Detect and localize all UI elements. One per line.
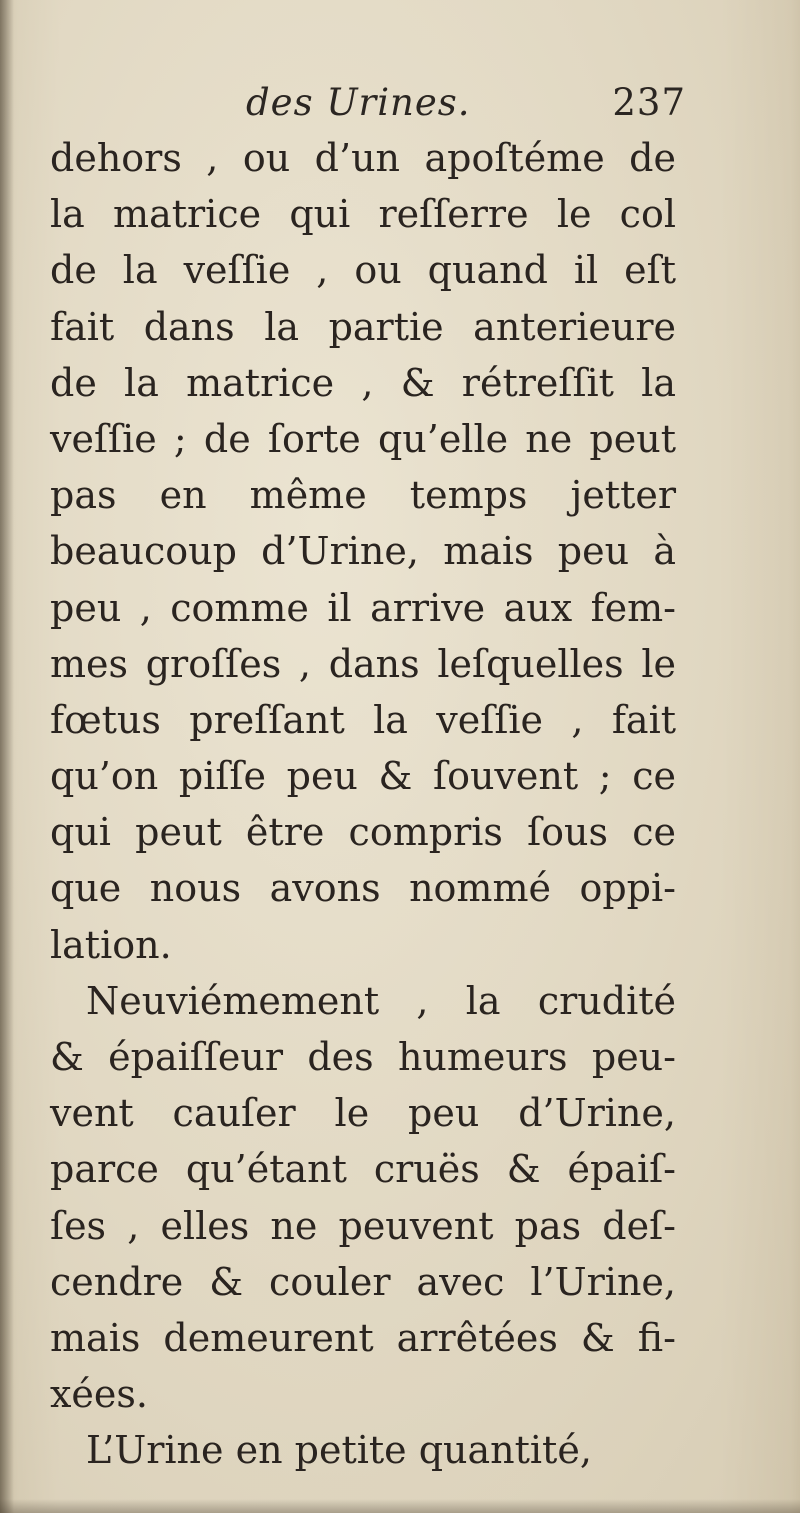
paragraph-start-line: Neuviémement , la crudité [86, 978, 676, 1023]
text-line: qui peut être compris ſous ce [50, 810, 676, 855]
text-line: ſes , elles ne peuvent pas deſ- [50, 1203, 676, 1248]
page-number: 237 [612, 81, 686, 124]
text-line: & épaiſſeur des humeurs peu- [50, 1035, 676, 1079]
text-line: vent cauſer le peu d’Urine, [50, 1091, 676, 1136]
text-line: fait dans la partie anterieure [50, 304, 676, 349]
text-line: dehors , ou d’un apoſtéme de [50, 136, 676, 180]
text-line: parce qu’étant cruës & épaiſ- [50, 1147, 676, 1192]
body-text [50, 130, 676, 1479]
text-line: de la veſſie , ou quand il eſt [50, 248, 676, 293]
bottom-edge-shadow [0, 1499, 800, 1513]
paragraph-start-line: L’Urine en petite quantité, [86, 1428, 592, 1473]
text-line: pas en même temps jetter [50, 473, 676, 518]
gutter-shadow [0, 0, 14, 1513]
text-line: cendre & couler avec l’Urine, [50, 1259, 676, 1304]
text-line: beaucoup d’Urine, mais peu à [50, 529, 676, 574]
text-line: qu’on piſſe peu & ſouvent ; ce [50, 754, 676, 799]
text-line: la matrice qui reſſerre le col [50, 192, 676, 237]
text-line: lation. [50, 922, 172, 967]
text-line: mais demeurent arrêtées & fi- [50, 1315, 676, 1360]
text-line: peu , comme il arrive aux fem- [50, 585, 676, 630]
text-line: de la matrice , & rétreſſit la [50, 360, 676, 405]
text-line: xées. [50, 1372, 148, 1417]
text-line: que nous avons nommé oppi- [50, 866, 676, 911]
text-line: mes groſſes , dans leſquelles le [50, 641, 676, 686]
text-line: fœtus preſſant la veſſie , fait [50, 697, 676, 742]
page-header [246, 78, 686, 138]
text-line: veſſie ; de ſorte qu’elle ne peut [50, 416, 676, 461]
running-title: des Urines. [246, 81, 471, 124]
